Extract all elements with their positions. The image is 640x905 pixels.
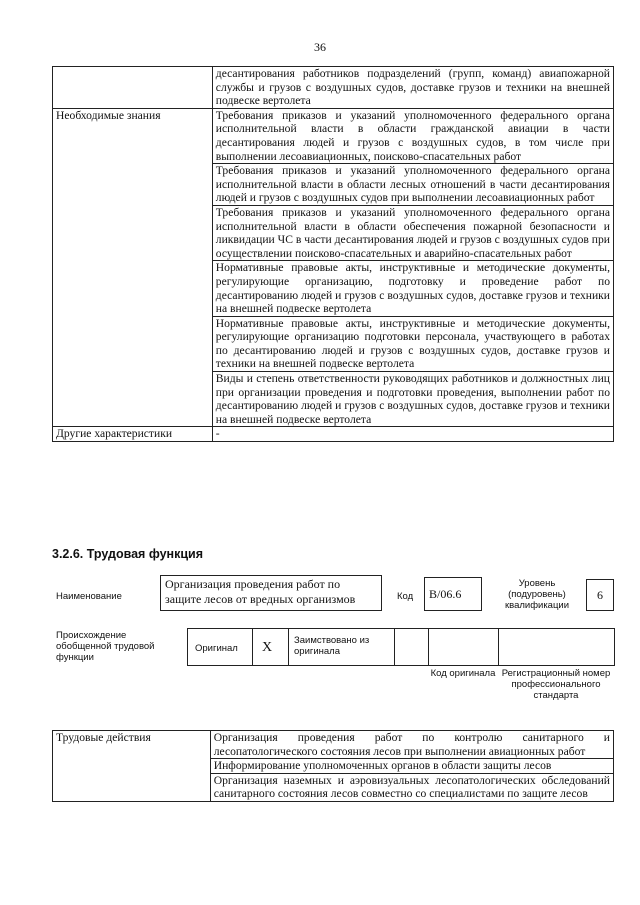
level-label: Уровень (подуровень) квалификации [504, 578, 570, 611]
code-origin-caption: Код оригинала [430, 668, 496, 679]
other-label: Другие характеристики [53, 427, 213, 442]
table-cell-empty [53, 67, 213, 109]
knowledge-item: Виды и степень ответственности руководящих работников и должностных лиц при организации проведения и подготовки проведения, выполнении работ по десантированию людей и грузов с воздушных судов, доставке грузов и техники на внешней подвеске вертолета [212, 372, 613, 427]
action-item: Информирование уполномоченных органов в области защиты лесов [210, 759, 613, 774]
divider [252, 629, 253, 665]
knowledge-table [52, 66, 614, 442]
page-number: 36 [314, 40, 326, 54]
section-heading: 3.2.6. Трудовая функция [52, 547, 204, 561]
reg-number-caption: Регистрационный номер профессионального стандарта [501, 668, 611, 701]
level-box: 6 [586, 579, 614, 611]
divider [288, 629, 289, 665]
table-row [53, 67, 614, 109]
action-item: Организация проведения работ по контролю санитарного и лесопатологического состояния лесов при выполнении авиационных работ [210, 731, 613, 759]
divider [428, 629, 429, 665]
action-item: Организация наземных и аэровизуальных лесопатологических обследований санитарного состояния лесов совместно со специалистами по защите лесов [210, 773, 613, 801]
table-cell: десантирования работников подразделений (групп, команд) авиапожарной службы и грузов с воздушных судов, доставке грузов и техники на внешней подвеске вертолета [212, 67, 613, 109]
knowledge-item: Нормативные правовые акты, инструктивные и методические документы, регулирующие организацию подготовки персонала, участвующего в работах по десантированию людей и грузов с воздушных судов, доставке грузов и техники на внешней подвеске вертолета [212, 316, 613, 371]
table-row [53, 731, 614, 759]
actions-label: Трудовые действия [53, 731, 211, 802]
actions-table [52, 730, 614, 802]
divider [498, 629, 499, 665]
table-row [53, 427, 614, 442]
code-box: B/06.6 [424, 577, 482, 611]
origin-box [187, 628, 615, 666]
divider [394, 629, 395, 665]
knowledge-item: Требования приказов и указаний уполномоченного федерального органа исполнительной власти в области лесных отношений в части десантирования людей и грузов с воздушных судов при выполнении лесоавиационных работ [212, 164, 613, 206]
knowledge-label: Необходимые знания [53, 108, 213, 427]
borrowed-label: Заимствовано из оригинала [294, 635, 370, 657]
other-value: - [212, 427, 613, 442]
original-label: Оригинал [195, 643, 238, 654]
original-mark: X [262, 640, 273, 655]
knowledge-item: Нормативные правовые акты, инструктивные и методические документы, регулирующие организацию, подготовку и проведение работ по десантированию людей и грузов с воздушных судов, доставке грузов и техники на внешней подвеске вертолета [212, 261, 613, 316]
knowledge-item: Требования приказов и указаний уполномоченного федерального органа исполнительной власти в области обеспечения пожарной безопасности и ликвидации ЧС в части десантирования людей и грузов с воздушных судов при осуществлении поисково-спасательных и аварийно-спасательных работ [212, 205, 613, 260]
knowledge-item: Требования приказов и указаний уполномоченного федерального органа исполнительной власти в области гражданской авиации в части десантирования людей и грузов с воздушных судов, в том числе при выполнении лесоавиационных, поисково-спасательных работ [212, 108, 613, 163]
name-label: Наименование [56, 591, 122, 602]
code-label: Код [397, 591, 414, 602]
table-row [53, 108, 614, 163]
function-name-box: Организация проведения работ по защите лесов от вредных организмов [160, 575, 382, 611]
origin-label: Происхождение обобщенной трудовой функции [56, 630, 155, 663]
